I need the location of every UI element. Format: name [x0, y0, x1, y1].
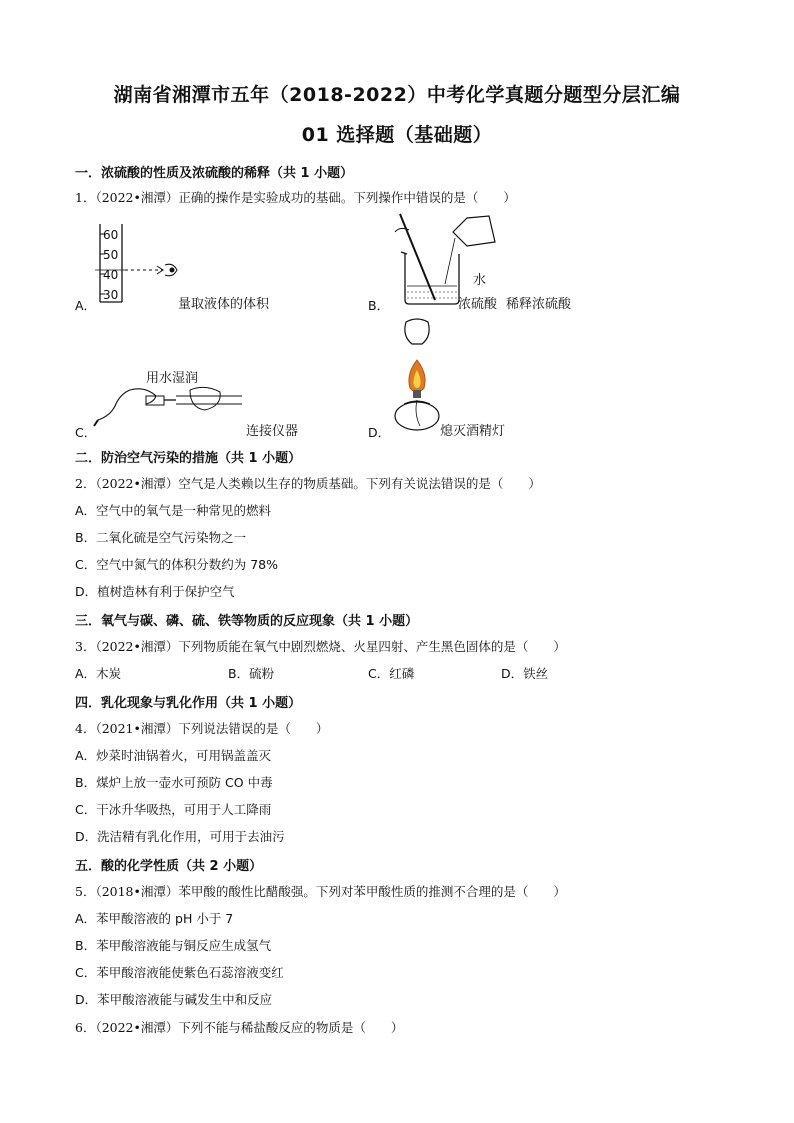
- cylinder-tick-60: 60: [103, 228, 119, 242]
- question-3-option-c: C．红磷: [368, 666, 415, 681]
- cylinder-tick-50: 50: [103, 248, 119, 262]
- question-2-option-a: A．空气中的氧气是一种常见的燃料: [75, 503, 272, 518]
- option-1c-letter: C．: [75, 425, 97, 440]
- question-3-stem: 3．（2022•湘潭）下列物质能在氧气中剧烈燃烧、火星四射、产生黑色固体的是（ ）: [75, 639, 566, 654]
- option-1b-caption: 稀释浓硫酸: [506, 297, 572, 312]
- option-1a-caption: 量取液体的体积: [178, 297, 270, 312]
- question-2-stem: 2．（2022•湘潭）空气是人类赖以生存的物质基础。下列有关说法错误的是（ ）: [75, 476, 541, 491]
- cylinder-tick-30: 30: [103, 288, 119, 302]
- document-subtitle: 01 选择题（基础题）: [301, 124, 493, 146]
- option-1b-letter: B．: [368, 298, 390, 313]
- question-5-option-a: A．苯甲酸溶液的 pH 小于 7: [75, 911, 234, 926]
- question-4-option-a: A．炒菜时油锅着火，可用锅盖盖灭: [75, 748, 272, 763]
- question-2-option-d: D．植树造林有利于保护空气: [75, 584, 235, 599]
- option-1a-letter: A．: [75, 298, 97, 313]
- cylinder-tick-40: 40: [103, 268, 119, 282]
- question-4-option-c: C．干冰升华吸热，可用于人工降雨: [75, 802, 272, 817]
- connecting-tubes-figure: [90, 382, 250, 427]
- section-heading-3: 三．氧气与碳、磷、硫、铁等物质的反应现象（共 1 小题）: [75, 614, 419, 629]
- acid-label: 浓硫酸: [458, 297, 498, 312]
- section-heading-1: 一．浓硫酸的性质及浓硫酸的稀释（共 1 小题）: [75, 166, 354, 181]
- question-5-option-b: B．苯甲酸溶液能与铜反应生成氢气: [75, 938, 272, 953]
- question-5-stem: 5．（2018•湘潭）苯甲酸的酸性比醋酸强。下列对苯甲酸性质的推测不合理的是（ ）: [75, 884, 566, 899]
- question-5-option-c: C．苯甲酸溶液能使紫色石蕊溶液变红: [75, 965, 284, 980]
- question-3-option-a: A．木炭: [75, 666, 122, 681]
- question-6-stem: 6．（2022•湘潭）下列不能与稀盐酸反应的物质是（ ）: [75, 1020, 404, 1035]
- question-3-option-b: B．硫粉: [228, 666, 275, 681]
- alcohol-lamp-figure: [392, 318, 442, 433]
- option-1d-letter: D．: [368, 425, 391, 440]
- question-4-option-d: D．洗洁精有乳化作用，可用于去油污: [75, 829, 285, 844]
- question-3-option-d: D．铁丝: [501, 666, 549, 681]
- question-5-option-d: D．苯甲酸溶液能与碱发生中和反应: [75, 992, 273, 1007]
- option-1c-caption: 连接仪器: [246, 424, 299, 439]
- section-heading-5: 五．酸的化学性质（共 2 小题）: [75, 859, 263, 874]
- water-label: 水: [473, 273, 487, 288]
- question-4-option-b: B．煤炉上放一壶水可预防 CO 中毒: [75, 775, 273, 790]
- section-heading-4: 四．乳化现象与乳化作用（共 1 小题）: [75, 696, 302, 711]
- option-1d-caption: 熄灭酒精灯: [440, 424, 506, 439]
- wet-with-water-label: 用水湿润: [146, 371, 199, 386]
- question-2-option-b: B．二氧化硫是空气污染物之一: [75, 530, 247, 545]
- document-title: 湖南省湘潭市五年（2018-2022）中考化学真题分题型分层汇编: [113, 84, 681, 106]
- question-2-option-c: C．空气中氮气的体积分数约为 78%: [75, 557, 278, 572]
- question-4-stem: 4．（2021•湘潭）下列说法错误的是（ ）: [75, 721, 329, 736]
- section-heading-2: 二．防治空气污染的措施（共 1 小题）: [75, 451, 302, 466]
- question-1-stem: 1．（2022•湘潭）正确的操作是实验成功的基础。下列操作中错误的是（ ）: [75, 190, 516, 205]
